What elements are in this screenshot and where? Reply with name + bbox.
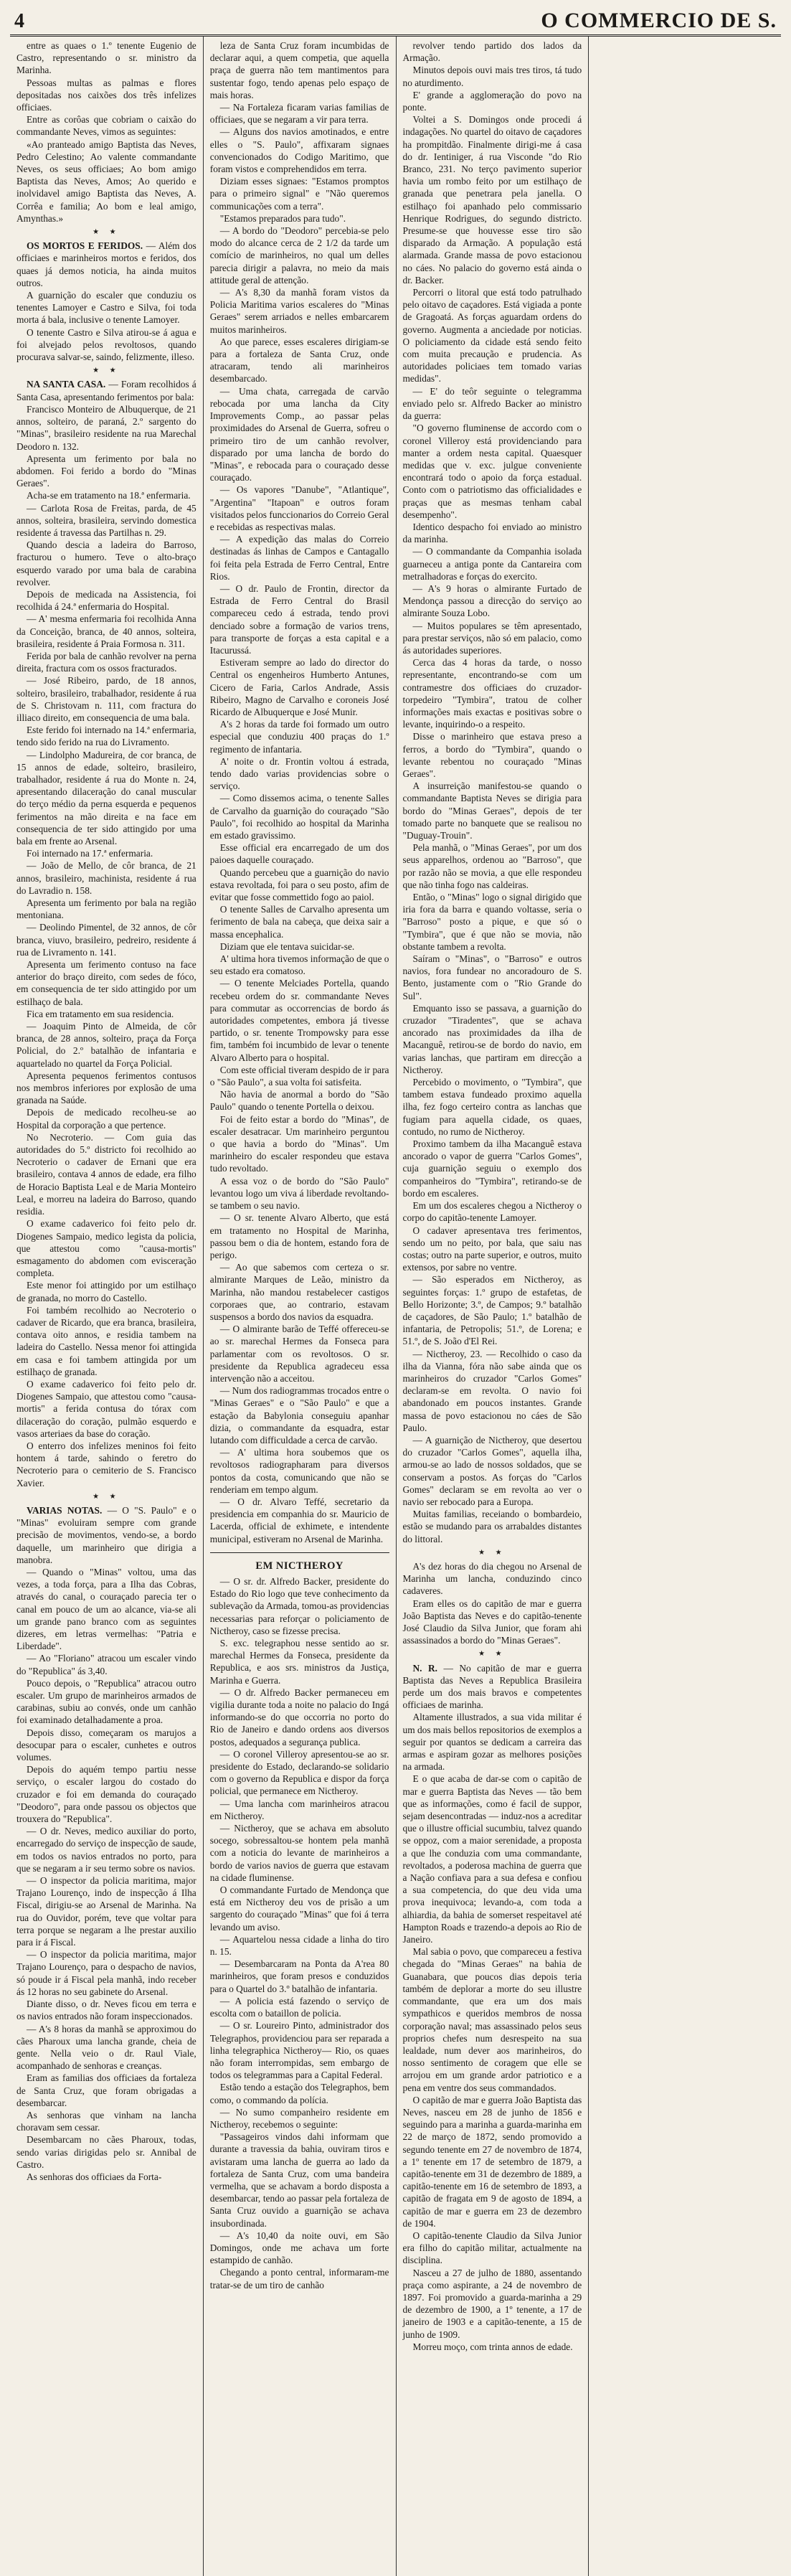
article-paragraph (16, 749, 196, 848)
paragraph-text: Proximo tambem da ilha Macanguê estava ancorado o vapor de guerra "Carlos Gomes", cuja guarnição seguiu o exemplo dos companheiros do "Tymbira", retirando-se de bordo em escaleres. (402, 1138, 582, 1199)
paragraph-text: — A bordo do "Deodoro" percebia-se pelo modo do alcance cerca de 2 1/2 da tarde um comício de marinheiros, no qual um delles parecia dirigir a palavra, no meio da mais attitude geral de attenção. (209, 225, 389, 286)
article-paragraph (403, 1138, 582, 1199)
paragraph-headline: N. R. (412, 1662, 444, 1674)
article-paragraph (16, 847, 196, 859)
article-paragraph (16, 674, 196, 724)
paragraph-text: entre as quaes o 1.º tenente Eugenio de Castro, representando o sr. ministro da Marinha. (16, 40, 196, 76)
paragraph-text: Percebido o movimento, o "Tymbira", que tambem estava fundeado proximo aquella ilha, fez fogo certeiro contra as lanchas que fugiam para aquella cidade, os quaes, contudo, no rumo de Nictheroy. (402, 1077, 582, 1137)
article-paragraph (16, 39, 196, 77)
paragraph-text: — O "S. Paulo" e o "Minas" evoluiram sempre com grande precisão de movimentos, vendo-se, a bordo daquelle, um marinheiro que dirigia a manobra. (16, 1504, 196, 1565)
paragraph-text: A' ultima hora tivemos informação de que o seu estado era comatoso. (209, 953, 389, 977)
paragraph-text: Ao que parece, esses escaleres dirigiam-se para a fortaleza de Santa Cruz, onde atracaram, tendo ali marinheiros desembarcado. (209, 336, 389, 384)
paragraph-text: — Ao "Floriano" atracou um escaler vindo do "Republica" ás 3,40. (16, 1653, 196, 1676)
article-paragraph (210, 1798, 389, 1822)
article-paragraph (16, 1304, 196, 1378)
paragraph-text: — A's 10,40 da noite ouvi, em São Domingos, onde me achava um forte estampido de canhão. (209, 2230, 389, 2266)
paragraph-text: Eram as familias dos officiaes da fortaleza de Santa Cruz, que foram obrigadas a desembarcar. (16, 2072, 196, 2108)
paragraph-text: Chegando a ponto central, informaram-me tratar-se de um tiro de canhão (209, 2267, 389, 2290)
article-paragraph (16, 1020, 196, 1070)
paragraph-text: Diziam que ele tentava suicidar-se. (219, 940, 355, 952)
article-paragraph (403, 1225, 582, 1274)
paragraph-text: — O coronel Villeroy apresentou-se ao sr. presidente do Estado, declarando-se solidario com o governo da Republica e dispor da força policial, que permanece em Nictheroy. (209, 1748, 389, 1797)
paragraph-text: — Alguns dos navios amotinados, e entre elles o "S. Paulo", affixaram signaes convencionados do Codigo Maritimo, que foram vistos e comprehendidos em terra. (209, 126, 389, 175)
article-paragraph (16, 1070, 196, 1107)
article-paragraph (16, 77, 196, 114)
article-paragraph (403, 113, 582, 286)
article-paragraph (403, 39, 582, 64)
paragraph-text: — O inspector da policia maritima, major Trajano Lourenço, para o despacho de navios, só poude ir á Fiscal pela manhã, indo receber ás 12 horas no seu gabinete do Arsenal. (16, 1949, 196, 1997)
paragraph-text: Saíram o "Minas", o "Barroso" e outros navios, fora fundear no ancoradouro de S. Bento, justamente com o "Rio Grande do Sul". (402, 953, 582, 1001)
paragraph-text: Mal sabia o povo, que compareceu a festiva chegada do "Minas Geraes" na bahia de Guanabara, que poucos dias depois teria também de deplorar a morte do seu illustre commandante, que era um dos mais sympathicos e queridos membros de nossa corporação naval; mas assassinado pelos seus proprios chefes num desrespeito na sua lealdade, num dever aos marinheiros, do nosso sentimento de coragem que elle se arrojou em um grande ardor patriotico e a pena em ventre dos seus commandados. (402, 1946, 582, 2093)
article-paragraph (403, 1076, 582, 1138)
article-paragraph (403, 1508, 582, 1545)
article-paragraph (403, 2094, 582, 2230)
paragraph-text: — O dr. Alvaro Teffé, secretario da presidencia em companhia do sr. Mauricio de Lacerda, official de exhimete, e intendente municipal, estiveram no Arsenal de Marinha. (209, 1496, 389, 1544)
article-paragraph (210, 39, 389, 101)
paragraph-text: — Os vapores "Danube", "Atlantique", "Argentina" "Itapoan" e outros foram visitados pelos funccionarios do Correio Geral e recebidas as respectivas malas. (209, 484, 389, 532)
column-4 (588, 37, 781, 2576)
article-paragraph (403, 89, 582, 113)
paragraph-text: O exame cadaverico foi feito pelo dr. Diogenes Sampaio, que attestou como "causa-mortis" a ferida contusa do tórax com dilaceração do coração, pulmão esquerdo e vasos arteriaes da base do coração. (16, 1378, 196, 1439)
article-paragraph (16, 1948, 196, 1998)
paragraph-text: Diziam esses signaes: "Estamos promptos para o primeiro signal" e "Não queremos communicações com a terra". (209, 176, 389, 212)
article-paragraph (210, 533, 389, 582)
article-paragraph (403, 1002, 582, 1076)
article-paragraph (16, 502, 196, 539)
article-paragraph (16, 1106, 196, 1131)
article-paragraph (16, 613, 196, 650)
article-paragraph (16, 113, 196, 138)
paragraph-text: Então, o "Minas" logo o signal dirigido que iria fora da barra e quando voltasse, seria o "Barroso" posto a pique, e que só o "Tymbira", que é que não se movia, não obstante tambem a revolta. (402, 892, 582, 952)
paragraph-text: — Além dos officiaes e marinheiros mortos e feridos, dos quaes já demos noticia, ha ainda muitos outros. (16, 240, 196, 288)
article-paragraph (16, 1874, 196, 1948)
article-paragraph (210, 212, 389, 225)
article-paragraph (210, 175, 389, 212)
paragraph-text: A guarnição do escaler que conduziu os tenentes Lamoyer e Castro e Silva, foi toda morta á bala, inclusive o tenente Lamoyer. (16, 290, 196, 326)
article-paragraph (210, 1995, 389, 2019)
article-paragraph (16, 1727, 196, 1764)
paragraph-text: — Uma lancha com marinheiros atracou em Nictheroy. (209, 1798, 389, 1821)
article-paragraph (210, 718, 389, 755)
article-paragraph (16, 1825, 196, 1874)
paragraph-text: Estão tendo a estação dos Telegraphos, bem como, o commando da polícia. (209, 2082, 389, 2105)
paragraph-text: Percorri o litoral que está todo patrulhado pelo oitavo de caçadores. Está vigiada a ponte de Gragoatá. As forças aguardam ordens do governo. Augmenta a anciedade por noticias. O policiamento da cidade está sendo feito com muita precaução e prudencia. As autoridades policiaes tem tomado varias medidas". (402, 287, 582, 384)
paragraph-text: As senhoras que vinham na lancha choravam sem cessar. (16, 2109, 196, 2133)
article-paragraph (16, 1131, 196, 1217)
paragraph-text: — Na Fortaleza ficaram varias familias de officiaes, que se negaram a vir para terra. (209, 102, 389, 126)
article-paragraph (16, 2023, 196, 2072)
paragraph-text: S. exc. telegraphou nesse sentido ao sr. marechal Hermes da Fonseca, presidente da Republica, e aos srs. ministros da Justiça, Marinha e Guerra. (209, 1638, 389, 1686)
paragraph-text: — O dr. Alfredo Backer permaneceu em vigilia durante toda a noite no palacio do Ingá informando-se do que occorria no porto do Rio de Janeiro e dando ordens aos diversos postos, adequados a segurança publica. (209, 1686, 389, 1747)
article-paragraph (210, 101, 389, 126)
article-paragraph (403, 1662, 582, 1712)
paragraph-text: Entre as corôas que cobriam o caixão do commandante Neves, vimos as seguintes: (16, 114, 196, 138)
paragraph-text: — Lindolpho Madureira, de cor branca, de 15 annos de edade, solteiro, brasileiro, trabalhador, residente á rua do Monte n. 24, apresentando dilaceração do canal muscular do terço médio da perna esquerda e pequenos ferimentos na mão direita e na face em consequencia de ter sido attingido por uma bala em frente ao Arsenal. (16, 749, 196, 846)
article-paragraph (210, 1748, 389, 1798)
article-paragraph (210, 1933, 389, 1958)
section-separator: ★ ★ (478, 1548, 506, 1557)
article-paragraph (210, 483, 389, 533)
article-paragraph (16, 539, 196, 588)
article-paragraph (403, 841, 582, 891)
article-paragraph (16, 1652, 196, 1676)
paragraph-text: Emquanto isso se passava, a guarnição do cruzador "Tiradentes", que se achava ancorado nas proximidades da ilha de Macanguê, retirou-se de bordo do navio, em varias lanchas, que partiram em direcção a Nictheroy. (402, 1002, 582, 1075)
paragraph-text: — A policia está fazendo o serviço de escolta com o bataillon de policia. (209, 1995, 389, 2019)
article-paragraph (210, 977, 389, 1063)
paragraph-text: — A's 9 horas o almirante Furtado de Mendonça passou a direcção do serviço ao almirante Souza Lobo. (402, 582, 582, 619)
paragraph-text: — O dr. Paulo de Frontin, director da Estrada de Ferro Central do Brasil compareceu cedo á estrada, tendo provi denciado sobre a formação de varios trens, para transporte de forças a esta capital e a Itacurussá. (209, 582, 389, 656)
paragraph-text: Diante disso, o dr. Neves ficou em terra e os navios entrados não foram inspeccionados. (16, 1999, 196, 2022)
article-paragraph (403, 1711, 582, 1773)
article-paragraph (210, 903, 389, 940)
paragraph-text: — O commandante da Companhia isolada guarneceu a antiga ponte da Cantareira com metralhadoras e forças do exercito. (402, 546, 582, 582)
article-paragraph (16, 138, 196, 225)
article-paragraph (210, 940, 389, 953)
paragraph-text: "O governo fluminense de accordo com o coronel Villeroy está providenciando para manter a ordem nesta capital. Quaesquer medidas que v. exc. julgue conveniente encontrará todo o apoio da força estadual. Conto com o patriotismo das officialidades e praças que as mesmas tenham cabal desempenho". (402, 423, 582, 520)
paragraph-text: — José Ribeiro, pardo, de 18 annos, solteiro, brasileiro, trabalhador, residente á rua de S. Christovam n. 111, com fractura do illiaco direito, em consequencia de uma bala. (16, 675, 196, 723)
paragraph-text: Francisco Monteiro de Albuquerque, de 21 annos, solteiro, de paraná, 2.º sargento do "Minas", brasileiro residente na rua Marechal Deodoro n. 132. (16, 403, 196, 452)
article-paragraph (16, 958, 196, 1008)
paragraph-text: — No capitão de mar e guerra Baptista das Neves a Republica Brasileira perde um dos mais bravos e competentes officiaes de marinha. (402, 1662, 582, 1711)
article-paragraph (210, 867, 389, 904)
paragraph-text: Altamente illustrados, a sua vida militar é um dos mais bellos repositorios de exemplos a seguir por quantos se dedicam a carreira das armas e aspiram gozar as melhores posições na armada. (402, 1712, 582, 1773)
paragraph-text: O cadaver apresentava tres ferimentos, sendo um no peito, por bala, que saiu nas costas; outro na parte superior, e outros, muito extensos, por sabre no ventre. (402, 1225, 582, 1273)
article-paragraph (210, 792, 389, 841)
paragraph-text: Depois do aquém tempo partiu nesse serviço, o escaler largou do costado do cruzador e foi em demanda do couraçado "Deodoro", para onde passou os objectos que trouxera do "Republica". (16, 1764, 196, 1825)
paragraph-headline: NA SANTA CASA. (27, 379, 109, 390)
article-paragraph (210, 1686, 389, 1748)
article-paragraph (210, 1637, 389, 1686)
article-paragraph (210, 225, 389, 286)
article-paragraph (210, 2081, 389, 2105)
article-paragraph (210, 841, 389, 866)
paragraph-text: — A's 8 horas da manhã se approximou do cães Pharoux uma lancha grande, cheia de gente. Nella veio o dr. Raul Viale, acompanhado de senhoras e creanças. (16, 2023, 196, 2072)
article-paragraph (403, 620, 582, 657)
paragraph-text: A's 2 horas da tarde foi formado um outro especial que conduziu 400 praças do 1.º regimento de infantaria. (209, 719, 389, 755)
paragraph-text: Voltei a S. Domingos onde procedi á indagações. No quartel do oitavo de caçadores ha prompitdão. Finalmente dirigi-me á casa do dr. Ientiniger, á rua Visconde "do Rio Branco, 231. No terço pavimento superior havia um rombo feito por um estilhaço de granada que penetrara pela janella. O estilhaço foi apanhado pelo commissario Henrique Rodrigues, do segundo districto. Presume-se que houvesse esse tiro são disparado da Armação. A população está alarmada. Grande massa de povo estacionou no cáes. No palacio do governo está ainda o dr. Backer. (402, 114, 582, 286)
article-paragraph (210, 2266, 389, 2290)
paragraph-text: — O sr. Loureiro Pinto, administrador dos Telegraphos, providenciou para ser reparada a linha telegraphica Nictheroy— Rio, os quaes não foram interrompidas, sem embargo de todos os telegrammas para a Capital Federal. (209, 2020, 389, 2081)
paragraph-text: — Deolindo Pimentel, de 32 annos, de côr branca, viuvo, brasileiro, pedreiro, residente á rua de Livramento n. 141. (16, 922, 196, 958)
masthead (10, 0, 781, 37)
paragraph-text: — Quando o "Minas" voltou, uma das vezes, a toda força, para a Ilha das Cobras, através do canal, o couraçado parecia ter o canal em pouco de um ao alcance, via-se ali um grande pano branco com as seguintes dizeres, em letras vermelhas: "Patria e Liberdade". (16, 1566, 196, 1652)
article-paragraph (210, 286, 389, 336)
article-paragraph (403, 1199, 582, 1224)
paragraph-text: "Estamos preparados para tudo". (219, 212, 346, 224)
paragraph-text: — Carlota Rosa de Freitas, parda, de 45 annos, solteira, brasileira, servindo domestica residente á travessa das Partilhas n. 29. (16, 502, 196, 538)
paragraph-text: Depois de medicado recolheu-se ao Hospital da corporação a que pertence. (16, 1107, 196, 1131)
article-paragraph (16, 403, 196, 453)
article-paragraph (210, 2106, 389, 2131)
article-paragraph (403, 1598, 582, 1647)
article-paragraph (210, 1261, 389, 1323)
article-paragraph (403, 730, 582, 780)
article-paragraph (403, 1560, 582, 1598)
paragraph-text: Apresenta um ferimento contuso na face anterior do braço direito, com sedes de fóco, em consequencia de ter sido attingido por um estilhaço de bala. (16, 959, 196, 1007)
paragraph-text: — A guarnição de Nictheroy, que desertou do cruzador "Carlos Gomes", aquella ilha, armou-se ao lado de nossos soldados, que se conservam a postos. As forças do "Carlos Gomes" declaram se em revolta ao ver o navio ser rebocado para a Europa. (402, 1434, 582, 1507)
article-paragraph (210, 1446, 389, 1496)
paragraph-text: Nasceu a 27 de julho de 1880, assentando praça como aspirante, a 24 de novembro de 1897. Foi promovido a guarda-marinha a 29 de dezembro de 1900, a 1º tenente, a 17 de janeiro de 1903 e a capitão-tenente, a 15 de junho de 1909. (402, 2267, 582, 2340)
article-paragraph (210, 755, 389, 793)
paragraph-text: Desembarcam no cães Pharoux, todas, sendo varias dirigidas pelo sr. Annibal de Castro. (16, 2134, 196, 2170)
paragraph-text: — O almirante barão de Teffé offereceu-se ao sr. marechal Hermes da Fonseca para parlamentar com os revoltosos. O sr. presidente da Republica agradeceu essa intervenção não a acceitou. (209, 1324, 389, 1384)
article-paragraph (210, 385, 389, 484)
article-paragraph (16, 1378, 196, 1440)
article-paragraph (403, 582, 582, 620)
paragraph-text: Esse official era encarregado de um dos paioes daquelle couraçado. (209, 842, 389, 866)
paragraph-text: Ferida por bala de canhão revolver na perna direita, fractura com os ossos fracturados. (16, 650, 196, 674)
article-paragraph (403, 1348, 582, 1434)
paragraph-text: — No sumo companheiro residente em Nictheroy, recebemos o seguinte: (209, 2106, 389, 2130)
paragraph-text: O capitão-tenente Claudio da Silva Junior era filho do capitão militar, actualmente na disciplina. (402, 2230, 582, 2266)
paragraph-text: — Foram recolhidos á Santa Casa, apresentando ferimentos por bala: (16, 379, 196, 402)
paragraph-text: A essa voz o de bordo do "São Paulo" levantou logo um viva á liberdade revoltando-se tambem o seu navio. (209, 1175, 389, 1212)
article-paragraph (210, 953, 389, 977)
article-paragraph (16, 326, 196, 364)
section-separator: ★ ★ (93, 1492, 120, 1501)
article-paragraph (403, 1273, 582, 1347)
paragraph-text: — O sr. dr. Alfredo Backer, presidente do Estado do Rio logo que teve conhecimento da sublevação da Armada, tomou-as providencias necessarias para reforçar o policiamento de Nictheroy, caso se fizesse precisa. (209, 1575, 389, 1636)
paragraph-text: Este ferido foi internado na 14.ª enfermaria, tendo sido ferido na rua do Livramento. (16, 725, 196, 748)
article-paragraph (16, 650, 196, 674)
section-separator: ★ ★ (478, 1650, 506, 1659)
article-paragraph (16, 859, 196, 897)
article-paragraph (210, 336, 389, 385)
paragraph-text: — O tenente Melciades Portella, quando recebeu ordem do sr. commandante Neves para commutar as occorrencias de bordo ás autoridades competentes, embora já tivesse partido, o sr. tenente Trompowsky para esse fim, também foi incumbido de levar o tenente Alvaro Alberto para o hospital. (209, 978, 389, 1063)
paragraph-text: Foi também recolhido ao Necroterio o cadaver de Ricardo, que era branca, brasileira, contava oito annos, e residia tambem na ladeira do Castello. Nessa menor foi attingida em casa e foi tambem attingida por um estilhaço de granada. (16, 1304, 196, 1377)
paragraph-text: Com este official tiveram despido de ir para o "São Paulo", a sua volta foi satisfeita. (209, 1064, 389, 1088)
article-paragraph (210, 582, 389, 656)
article-paragraph (210, 1064, 389, 1088)
article-paragraph (210, 1113, 389, 1175)
paragraph-text: Quando descia a ladeira do Barroso, fracturou o humero. Teve o alto-braço esquerdo varado por uma bala de carabina revolver. (16, 539, 196, 588)
paragraph-headline: OS MORTOS E FERIDOS. (27, 240, 146, 252)
article-paragraph (16, 921, 196, 958)
article-paragraph (16, 1763, 196, 1825)
article-paragraph (403, 2230, 582, 2267)
paragraph-text: Pouco depois, o "Republica" atracou outro escaler. Um grupo de marinheiros armados de carabinas, subiu ao convés, onde um canhão foi examinado detalhadamente a proa. (16, 1677, 196, 1726)
paragraph-text: — Ao que sabemos com certeza o sr. almirante Marques de Leão, ministro da Marinha, não mandou restabelecer castigos corporaes que, ao contrario, estavam suspensos a bordo dos navios da esquadra. (209, 1262, 389, 1322)
paragraph-text: A's dez horas do dia chegou no Arsenal de Marinha um lancha, conduzindo cinco cadaveres. (402, 1560, 582, 1597)
paragraph-text: — O dr. Neves, medico auxiliar do porto, encarregado do serviço de inspecção de saude, em todos os navios entrados no porto, para que se negaram a ir seu termo sobre os navios. (16, 1826, 196, 1874)
article-paragraph (403, 521, 582, 545)
article-paragraph (210, 1088, 389, 1113)
paragraph-text: As senhoras dos officiaes da Forta- (27, 2171, 162, 2182)
paragraph-text: A' noite o dr. Frontin voltou á estrada, tendo dado varias providencias sobre o serviço. (209, 755, 389, 792)
article-paragraph (210, 1822, 389, 1884)
article-paragraph (210, 1575, 389, 1637)
article-paragraph (210, 1884, 389, 1933)
article-paragraph (16, 724, 196, 748)
paragraph-text: O capitão de mar e guerra João Baptista das Neves, nasceu em 28 de junho de 1856 e seguindo para a marinha a guarda-marinha em 22 de março de 1872, sendo promovido a segundo tenente em 27 de novembro de 1874, a 1º tenente em 17 de setembro de 1879, a capitão-tenente em 31 de dezembro de 1889, a capitão-tenente em 16 de setembro de 1893, a capitão de fragata em 9 de agosto de 1894, a capitão de mar e guerra em 23 de dezembro de 1904. (402, 2094, 582, 2229)
article-paragraph (16, 2171, 196, 2183)
paragraph-text: — Nictheroy, que se achava em absoluto socego, sobressaltou-se hontem pela manhã com a noticia do levante de marinheiros a bordo de varios navios de guerra que estavam na cidade fluminense. (209, 1823, 389, 1883)
section-separator: ★ ★ (93, 228, 120, 237)
paragraph-text: Morreu moço, com trinta annos de edade. (412, 2341, 573, 2352)
article-paragraph (16, 240, 196, 289)
paragraph-text: Estiveram sempre ao lado do director do Central os engenheiros Humberto Antunes, Cicero de Faria, Carlos Andrade, Assis Ribeiro, Magno de Carvalho e coroneis José Ricardo de Albuquerque e José Munir. (209, 657, 389, 717)
article-paragraph (16, 1677, 196, 1727)
article-paragraph (403, 2267, 582, 2341)
article-paragraph (403, 286, 582, 385)
paragraph-text: Pessoas multas as palmas e flores depositadas nos caixões dos três infelizes officiaes. (16, 77, 196, 113)
paragraph-text: «Ao pranteado amigo Baptista das Neves, Pedro Celestino; Ao valente commandante Neves, os seus officiaes; Ao bom amigo Baptista das Neves, Amos; Ao querido e inolvidavel amigo Baptista das Neves, A. Corrêa e familia; Ao bom e leal amigo, Amynthas.» (16, 138, 196, 224)
article-paragraph (210, 1384, 389, 1446)
paragraph-text: — Uma chata, carregada de carvão rebocada por uma lancha da City Improvements Comp., ao passar pelas proximidades do Arsenal de Guerra, sofreu o primeiro tiro de um canhão revolver, disparado por uma lancha de bordo do "Minas", e rebocada para o couraçado desse couraçado. (209, 385, 389, 483)
paragraph-text: Foi internado na 17.ª enfermaria. (27, 848, 153, 859)
section-separator: ★ ★ (93, 367, 120, 375)
article-paragraph (403, 891, 582, 953)
article-paragraph (16, 1998, 196, 2022)
paragraph-text: Muitas familias, receiando o bombardeio, estão se mudando para os arrabaldes distantes do littoral. (402, 1509, 582, 1544)
paragraph-text: — Desembarcaram na Ponta da A'rea 80 marinheiros, que foram presos e conduzidos para o Quartel do 3.º batalhão de infantaria. (209, 1958, 389, 1994)
article-paragraph (16, 289, 196, 326)
article-paragraph (16, 1504, 196, 1566)
paragraph-text: — O inspector da policia maritima, major Trajano Lourenço, indo de inspecção á Ilha Fiscal, dirigiu-se ao Arsenal de Marinha. Na rua do Ouvidor, porém, teve que voltar para terra porque se negaram a lhe prestar auxilio para ir á Fiscal. (16, 1875, 196, 1948)
paragraph-text: leza de Santa Cruz foram incumbidas de declarar aqui, a quem competia, que aquella praça de guerra não tem mantimentos para sustentar fogo, tendo apenas pelo espaço de mais horas. (209, 40, 389, 100)
paragraph-text: E' grande a agglomeração do povo na ponte. (402, 89, 582, 113)
newspaper-title: O COMMERCIO DE S. (541, 9, 777, 32)
paragraph-text: — O sr. tenente Alvaro Alberto, que está em tratamento no Hospital de Marinha, passou bem o dia de hontem, estando fora de perigo. (209, 1212, 389, 1260)
paragraph-text: Este menor foi attingido por um estilhaço de granada, no morro do Castello. (16, 1280, 196, 1303)
article-columns (10, 37, 781, 2576)
paragraph-text: "Passageiros vindos dahi informam que durante a travessia da bahia, ouviram tiros e avistaram uma lancha de guerra ao lado da fortaleza de Santa Cruz, com uma bandeira vermelha, que se achavam a bordo disposta a desembarcar, tendo ao passar pela fortaleza de Santa Cruz ouvido a guarnição se achava insubordinada. (209, 2131, 389, 2229)
paragraph-text: — E' do teôr seguinte o telegramma enviado pelo sr. Alfredo Backer ao ministro da guerra: (402, 385, 582, 422)
paragraph-text: — A expedição das malas do Correio destinadas ás linhas de Campos e Cantagallo foi feita pela Estrada de Ferro Central, Entre Rios. (209, 534, 389, 582)
article-paragraph (16, 2072, 196, 2109)
paragraph-text: Apresenta um ferimento por bala na região mentoniana. (16, 897, 196, 921)
paragraph-headline: VARIAS NOTAS. (27, 1504, 108, 1516)
paragraph-text: — Aquartelou nessa cidade a linha do tiro n. 15. (209, 1933, 389, 1958)
paragraph-text: — São esperados em Nictheroy, as seguintes forças: 1.º grupo de estafetas, de Bello Horizonte; 3.º, de Campos; 9.º batalhão de caçadores, de São Paulo; 1.º batalhão de infantaria, de Petropolis; 51.º, de Lorena; e 51.º, de S. João d'El Rei. (402, 1274, 582, 1347)
article-paragraph (403, 1945, 582, 2093)
article-paragraph (403, 780, 582, 841)
article-paragraph (210, 656, 389, 718)
paragraph-text: Acha-se em tratamento na 18.ª enfermaria. (27, 490, 191, 501)
article-paragraph (16, 1217, 196, 1279)
article-paragraph (403, 1434, 582, 1508)
article-paragraph (403, 422, 582, 521)
article-paragraph (16, 897, 196, 921)
paragraph-text: A insurreição manifestou-se quando o commandante Baptista Neves se dirigia para bordo do "Minas Geraes", depois de ter tomado parte no banquete que se realisou no "Duguay-Trouin". (402, 780, 582, 841)
article-paragraph (403, 656, 582, 730)
article-paragraph (16, 1440, 196, 1489)
article-paragraph (210, 2230, 389, 2267)
column-2 (203, 37, 396, 2576)
paragraph-text: Em um dos escaleres chegou a Nictheroy o corpo do capitão-tenente Lamoyer. (402, 1200, 582, 1224)
paragraph-text: Identico despacho foi enviado ao ministro da marinha. (402, 521, 582, 545)
article-paragraph (210, 1496, 389, 1545)
page-number: 4 (14, 10, 24, 32)
paragraph-text: Minutos depois ouvi mais tres tiros, tá tudo no aturdimento. (402, 65, 582, 88)
article-paragraph (16, 2133, 196, 2171)
article-paragraph (403, 2341, 582, 2353)
section-heading: EM NICTHEROY (255, 1560, 344, 1572)
paragraph-text: Cerca das 4 horas da tarde, o nosso representante, encontrando-se com um contramestre dos officiaes do cruzador-torpedeiro "Tymbira", tratou de colher informações mais exactas e positivas sobre o levante, inquirindo-o a respeito. (402, 657, 582, 730)
paragraph-text: O tenente Castro e Silva atirou-se á agua e foi alvejado pelos revoltosos, quando procurava salvar-se, saindo, felizmente, illeso. (16, 326, 196, 363)
paragraph-text: Foi de feito estar a bordo do "Minas", de escaler desatracar. Um marinheiro perguntou o que havia a bordo do "Minas". Um marinheiro do escaler respondeu que estava tudo revoltado. (209, 1113, 389, 1174)
paragraph-text: — Como dissemos acima, o tenente Salles de Carvalho da guarnição do couraçado "São Paulo", foi recolhido ao hospital da Marinha em estado gravissimo. (209, 793, 389, 841)
article-paragraph (210, 126, 389, 175)
article-paragraph (16, 588, 196, 613)
paragraph-text: Não havia de anormal a bordo do "São Paulo" quando o tenente Portella o deixou. (209, 1089, 389, 1113)
paragraph-text: Eram elles os do capitão de mar e guerra João Baptista das Neves e do capitão-tenente José Claudio da Silva Junior, que foram ahi assassinados a bordo do "Minas Geraes". (402, 1598, 582, 1646)
paragraph-text: — A's 8,30 da manhã foram vistos da Policia Maritima varios escaleres do "Minas Geraes" serem arriados e nelles embarcarem muitos marinheiros. (209, 287, 389, 335)
paragraph-text: Depois de medicada na Assistencia, foi recolhida á 24.ª enfermaria do Hospital. (16, 588, 196, 613)
paragraph-text: — A' mesma enfermaria foi recolhida Anna da Conceição, branca, de 40 annos, solteira, brasileira, residente á Praia Formosa n. 311. (16, 613, 196, 649)
article-paragraph (16, 378, 196, 402)
article-paragraph (210, 1175, 389, 1212)
paragraph-text: Pela manhã, o "Minas Geraes", por um dos seus apparelhos, ordenou ao "Barroso", que por razão não se movia, a que elle respondeu que não tinha fogo nas caldeiras. (402, 842, 582, 890)
paragraph-text: Apresenta pequenos ferimentos contusos nos membros inferiores por explosão de uma granada na Saúde. (16, 1070, 196, 1106)
paragraph-text: — Num dos radiogrammas trocados entre o "Minas Geraes" e o "São Paulo" e que a estação da Babylonia conseguiu apanhar dizia, o commandante da esquadra, estar lutando com difficuldade a cerca de carvão. (209, 1385, 389, 1445)
paragraph-text: Apresenta um ferimento por bala no abdomen. Foi ferido a bordo do "Minas Geraes". (16, 453, 196, 489)
paragraph-text: Depois disso, começaram os marujos a desocupar para o escaler, cunhetes e outros volumes. (16, 1727, 196, 1763)
paragraph-text: — Nictheroy, 23. — Recolhido o caso da ilha da Vianna, fóra não sabe ainda que os marinheiros do cruzador "Carlos Gomes" declaram-se em revolta. O navio foi abandonado em poucos instantes. Grande massa de povo estacionou no cáes de São Paulo. (402, 1348, 582, 1433)
horizontal-rule (210, 1552, 389, 1553)
article-paragraph (16, 453, 196, 490)
article-paragraph (210, 1212, 389, 1261)
article-paragraph (403, 1773, 582, 1945)
paragraph-text: — Muitos populares se têm apresentado, para prestar serviços, não só em palacio, como ás autoridades superiores. (402, 620, 582, 656)
article-paragraph (16, 1279, 196, 1303)
paragraph-text: E o que acaba de dar-se com o capitão de mar e guerra Baptista das Neves — tão bem que as informações, como é facil de suppor, sejam desencontradas — induz-nos a acreditar que o illustre official sucumbiu, talvez quando se oppoz, com a maior serenidade, a proposta a que lhe conduzia com uma commandante, revoltados, a poderosa machina de guerra que a Nação confiava para a sua defesa e confiou a sua competencia, do que deu vida uma prova inequivoca; levando-a, com toda a alhiardia, da bahia de somerset respeitavel até Hampton Roads e trazendo-a depois ao Rio de Janeiro. (402, 1773, 582, 1945)
paragraph-text: — Joaquim Pinto de Almeida, de côr branca, de 28 annos, solteiro, praça da Força Policial, do 2.º batalhão de infantaria e aquartelado no quartel da Força Policial. (16, 1021, 196, 1069)
article-paragraph (403, 385, 582, 423)
article-paragraph (403, 953, 582, 1002)
paragraph-text: No Necroterio. — Com guia das autoridades do 5.º districto foi recolhido ao Necroterio o cadaver de Ernani que era brasileiro, contava 4 annos de edade, era filho de Horacio Baptista Leal e de Maria Monteiro Leal, e morreu na ladeira do Barroso, quando residia. (16, 1131, 196, 1217)
paragraph-text: O exame cadaverico foi feito pelo dr. Diogenes Sampaio, medico legista da policia, que attestou como "causa-mortis" esmagamento do abdomen com evisceração completa. (16, 1218, 196, 1279)
article-paragraph (403, 545, 582, 582)
paragraph-text: O tenente Salles de Carvalho apresenta um ferimento de bala na cabeça, que deixa sair a massa encephalica. (209, 904, 389, 940)
paragraph-text: O commandante Furtado de Mendonça que está em Nictheroy deu vos de prisão a um sargento do couraçado "Minas" que foi á terra levando um aviso. (209, 1884, 389, 1933)
article-paragraph (210, 2131, 389, 2230)
paragraph-text: O enterro dos infelizes meninos foi feito hontem á tarde, sahindo o feretro do Necroterio para o cemiterio de S. Francisco Xavier. (16, 1440, 196, 1488)
article-paragraph (16, 1566, 196, 1652)
article-paragraph (16, 1008, 196, 1020)
paragraph-text: Fica em tratamento em sua residencia. (27, 1008, 174, 1019)
paragraph-text: revolver tendo partido dos lados da Armação. (402, 40, 582, 64)
paragraph-text: — João de Mello, de côr branca, de 21 annos, brasileiro, machinista, residente á rua do Lavradio n. 158. (16, 860, 196, 896)
article-paragraph (16, 489, 196, 501)
article-paragraph (210, 2019, 389, 2081)
paragraph-text: Quando percebeu que a guarnição do navio estava revoltada, foi para o seu posto, afim de evitar que fosse commettido fogo ao paiol. (209, 867, 389, 903)
article-paragraph (403, 64, 582, 88)
paragraph-text: — A' ultima hora soubemos que os revoltosos radiographaram para diversos pontos da costa, comunicando que não se renderiam em tempo algum. (209, 1447, 389, 1495)
column-1 (10, 37, 203, 2576)
article-paragraph (210, 1958, 389, 1995)
article-paragraph (16, 2109, 196, 2133)
column-3 (396, 37, 589, 2576)
paragraph-text: Disse o marinheiro que estava preso a ferros, a bordo do "Tymbira", quando o levante rebentou no couraçado "Minas Geraes". (402, 731, 582, 779)
article-paragraph (210, 1323, 389, 1384)
